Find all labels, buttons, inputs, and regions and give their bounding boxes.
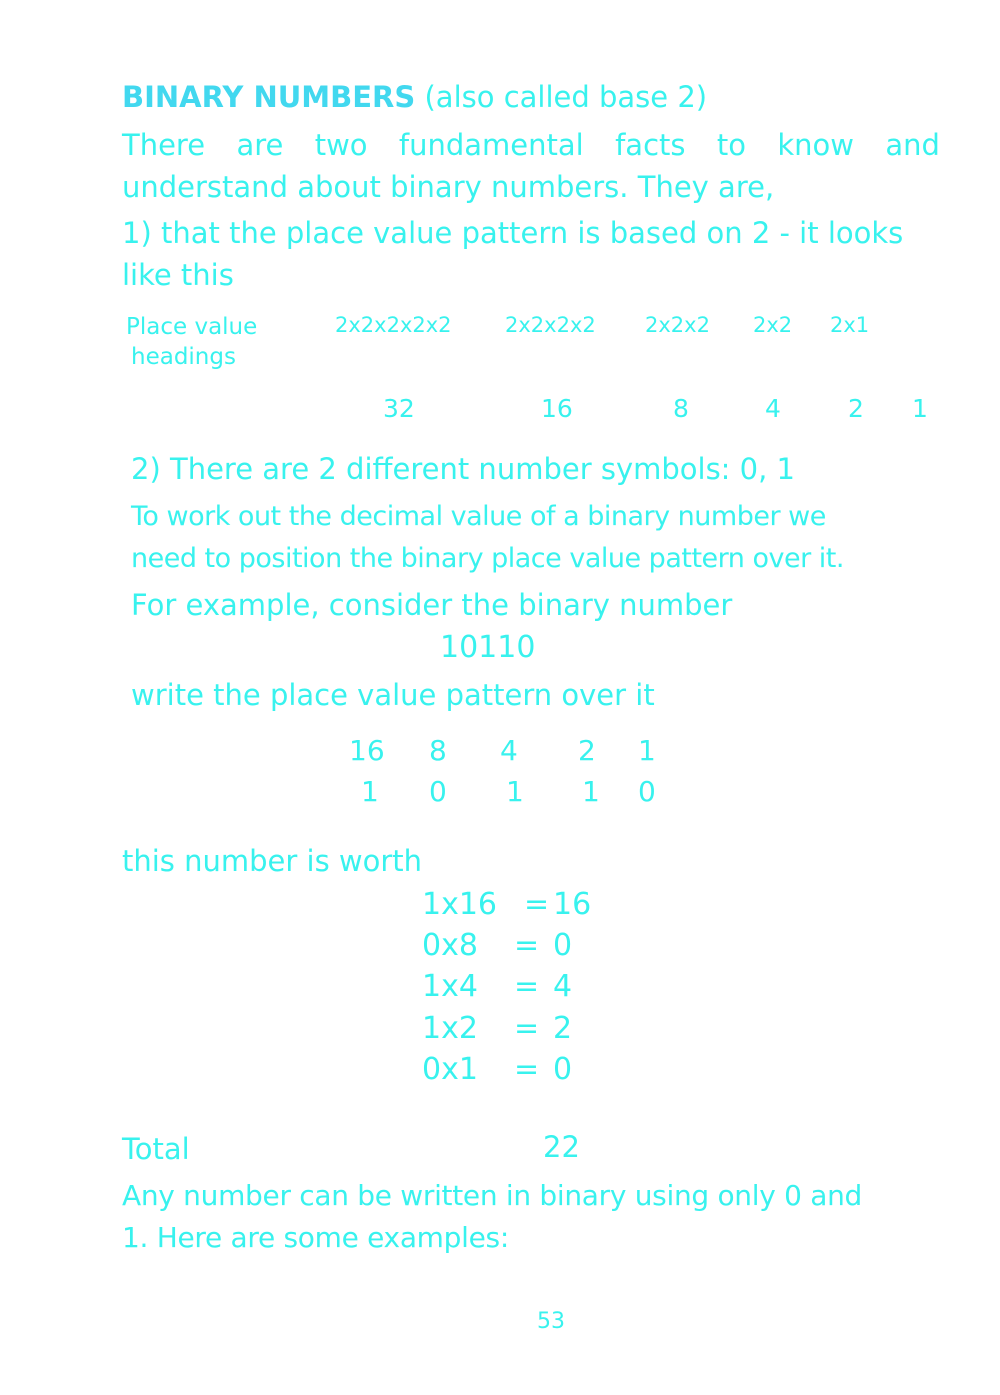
calc-expression: 1x2: [422, 1011, 478, 1046]
calc-expression: 1x16: [422, 887, 498, 922]
place-value-label-2: headings: [131, 344, 236, 370]
pattern-cell: 4: [500, 734, 518, 767]
pattern-cell: 8: [429, 734, 447, 767]
closing-paragraph: [122, 1175, 862, 1259]
method-line-1: To work out the decimal value of a binary number we: [131, 501, 826, 532]
heading-cell: 2x1: [830, 313, 870, 337]
heading-cell: 2x2x2x2x2: [335, 313, 452, 337]
heading-subtitle: (also called base 2): [424, 80, 708, 114]
place-value-cell: 32: [383, 394, 415, 423]
method-line-2: need to position the binary place value pattern over it.: [131, 543, 844, 574]
digit-cell: 1: [361, 775, 379, 808]
total-value: 22: [543, 1130, 580, 1164]
calc-equals: =: [514, 969, 540, 1004]
method-paragraph: [131, 496, 844, 580]
fact-2: 2) There are 2 different number symbols: 0, 1: [131, 452, 795, 486]
intro-line-1: [122, 124, 940, 166]
intro-word: There: [122, 128, 206, 162]
digit-cell: 1: [506, 775, 524, 808]
closing-line-2: 1. Here are some examples:: [122, 1221, 509, 1254]
calc-result: 2: [553, 1011, 573, 1046]
calc-equals: =: [524, 887, 550, 922]
closing-line-1: Any number can be written in binary using only 0 and: [122, 1179, 862, 1212]
fact-1-paragraph: [122, 212, 952, 296]
place-value-cell: 2: [848, 394, 864, 423]
heading-title: BINARY NUMBERS: [122, 80, 416, 114]
pattern-cell: 1: [638, 734, 656, 767]
example-binary-number: 10110: [440, 630, 536, 665]
digit-cell: 0: [429, 775, 447, 808]
calc-result: 16: [553, 887, 592, 922]
calc-result: 0: [553, 928, 573, 963]
fact-1-line-2: like this: [122, 258, 234, 292]
digit-cell: 1: [582, 775, 600, 808]
intro-word: two: [314, 128, 368, 162]
intro-word: know: [777, 128, 854, 162]
place-value-cell: 1: [912, 394, 928, 423]
intro-word: to: [716, 128, 746, 162]
calc-equals: =: [514, 928, 540, 963]
intro-word: are: [236, 128, 284, 162]
calc-expression: 1x4: [422, 969, 478, 1004]
intro-word: fundamental: [398, 128, 584, 162]
place-value-cell: 8: [673, 394, 689, 423]
pattern-cell: 16: [349, 734, 385, 767]
calc-expression: 0x1: [422, 1052, 478, 1087]
place-value-cell: 4: [765, 394, 781, 423]
worth-label: this number is worth: [122, 844, 423, 878]
pattern-cell: 2: [578, 734, 596, 767]
calc-result: 4: [553, 969, 573, 1004]
place-value-cell: 16: [541, 394, 573, 423]
fact-1-line-1: 1) that the place value pattern is based on 2 - it looks: [122, 216, 904, 250]
heading-cell: 2x2x2: [645, 313, 710, 337]
heading-cell: 2x2x2x2: [505, 313, 596, 337]
place-value-label: Place value: [126, 314, 258, 340]
heading-cell: 2x2: [753, 313, 793, 337]
intro-word: and: [885, 128, 940, 162]
intro-word: facts: [615, 128, 686, 162]
digit-cell: 0: [638, 775, 656, 808]
intro-line-2: understand about binary numbers. They are,: [122, 170, 775, 204]
page-heading: [122, 80, 708, 114]
calc-equals: =: [514, 1011, 540, 1046]
total-label: Total: [122, 1132, 190, 1166]
calc-expression: 0x8: [422, 928, 478, 963]
intro-paragraph: [122, 124, 940, 208]
page-number: 53: [537, 1309, 565, 1334]
calc-equals: =: [514, 1052, 540, 1087]
calc-result: 0: [553, 1052, 573, 1087]
example-instruction: write the place value pattern over it: [131, 678, 655, 712]
example-intro: For example, consider the binary number: [131, 588, 733, 622]
